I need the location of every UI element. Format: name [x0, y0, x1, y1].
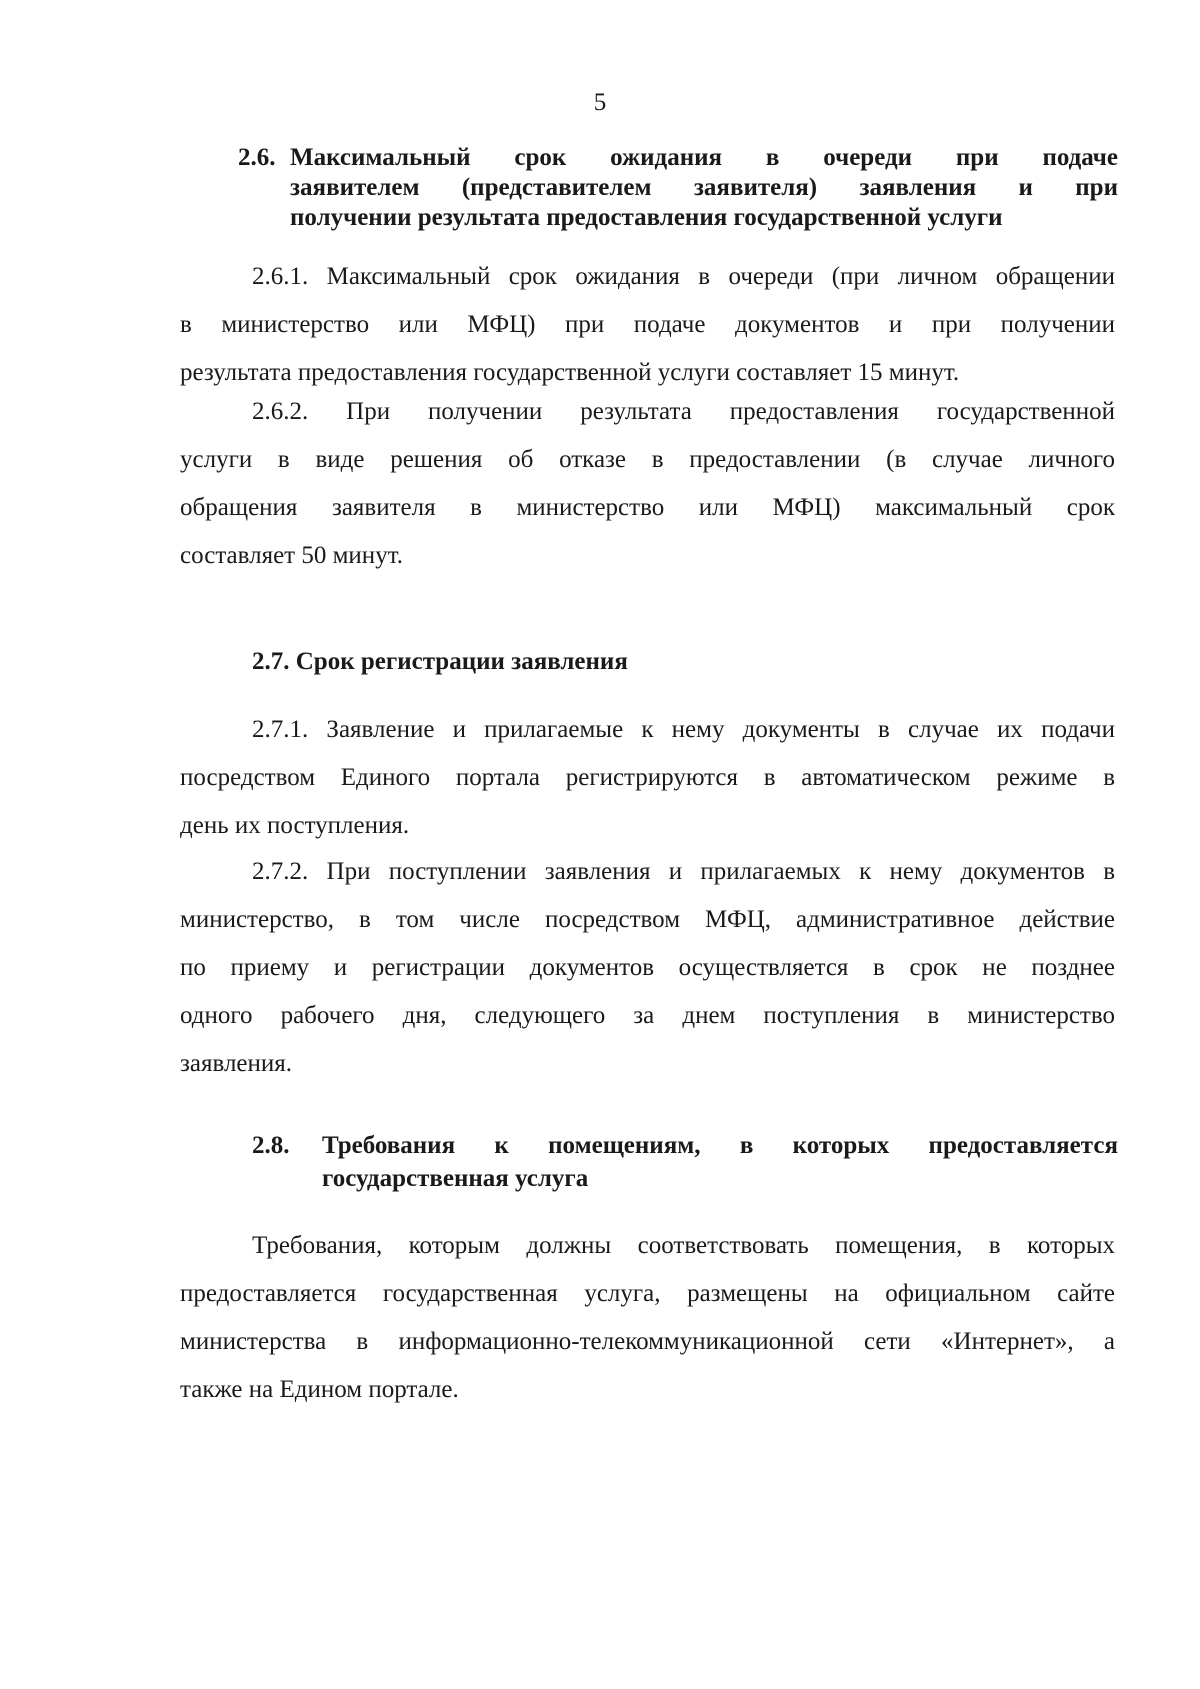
section-2-6-number: 2.6. — [238, 144, 276, 171]
paragraph-line: 2.7.1. Заявление и прилагаемые к нему документы в случае их подачи — [252, 716, 1115, 743]
paragraph-line: услуги в виде решения об отказе в предоставлении (в случае личного — [180, 446, 1115, 473]
paragraph-line: Требования, которым должны соответствовать помещения, в которых — [252, 1232, 1115, 1259]
paragraph-2-6-2 — [180, 388, 1115, 580]
section-2-8-title-line-2: государственная услуга — [322, 1165, 589, 1192]
section-2-8-heading — [252, 1131, 1118, 1161]
paragraph-line: составляет 50 минут. — [180, 542, 403, 569]
paragraph-line: заявления. — [180, 1050, 293, 1077]
page-number: 5 — [593, 89, 607, 116]
paragraph-line: одного рабочего дня, следующего за днем поступления в министерство — [180, 1002, 1115, 1029]
section-2-6-title-line-1: Максимальный срок ожидания в очереди при подаче — [290, 144, 1118, 171]
paragraph-line: 2.7.2. При поступлении заявления и прилагаемых к нему документов в — [252, 858, 1115, 885]
section-2-6-title-line-2: заявителем (представителем заявителя) заявления и при — [290, 174, 1118, 201]
paragraph-line: министерство, в том числе посредством МФЦ, административное действие — [180, 906, 1115, 933]
paragraph-line: по приему и регистрации документов осуществляется в срок не позднее — [180, 954, 1115, 981]
paragraph-line: посредством Единого портала регистрируются в автоматическом режиме в — [180, 764, 1115, 791]
paragraph-line: 2.6.1. Максимальный срок ожидания в очереди (при личном обращении — [252, 263, 1115, 290]
section-2-8-number: 2.8. — [252, 1132, 290, 1159]
paragraph-2-8 — [180, 1222, 1115, 1414]
section-2-6-heading — [238, 143, 1118, 173]
section-2-7-heading: 2.7. Срок регистрации заявления — [252, 648, 628, 675]
paragraph-2-7-2 — [180, 848, 1115, 1088]
section-2-6-heading-cont — [290, 173, 1118, 233]
section-2-8-title-line-1: Требования к помещениям, в которых предоставляется — [322, 1132, 1118, 1159]
section-2-8-heading-cont — [322, 1164, 1118, 1194]
paragraph-2-6-1 — [180, 253, 1115, 397]
paragraph-line: 2.6.2. При получении результата предоставления государственной — [252, 398, 1115, 425]
paragraph-2-7-1 — [180, 706, 1115, 850]
paragraph-line: обращения заявителя в министерство или МФЦ) максимальный срок — [180, 494, 1115, 521]
paragraph-line: также на Едином портале. — [180, 1376, 459, 1403]
paragraph-line: день их поступления. — [180, 812, 410, 839]
section-2-6-title-line-3: получении результата предоставления государственной услуги — [290, 204, 1003, 231]
paragraph-line: министерства в информационно-телекоммуникационной сети «Интернет», а — [180, 1328, 1115, 1355]
paragraph-line: результата предоставления государственной услуги составляет 15 минут. — [180, 359, 960, 386]
paragraph-line: предоставляется государственная услуга, размещены на официальном сайте — [180, 1280, 1115, 1307]
paragraph-line: в министерство или МФЦ) при подаче документов и при получении — [180, 311, 1115, 338]
